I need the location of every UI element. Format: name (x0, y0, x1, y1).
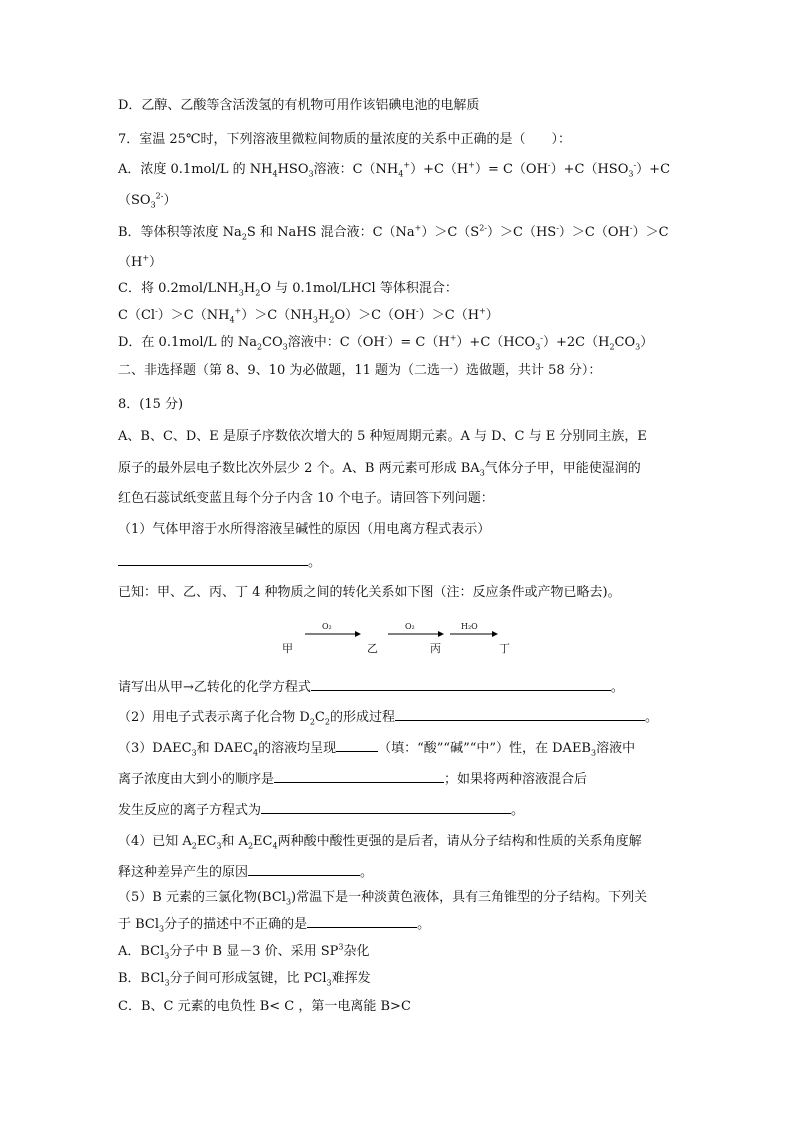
answer-blank[interactable] (274, 770, 444, 783)
q8-part-5-cont: 于 BCl$_3$分子的描述中不正确的是 。 (118, 917, 431, 934)
q8-part-5-option-c: C．B、C 元素的电负性 B< C ，第一电离能 B>C (118, 999, 411, 1014)
q8-part-3-cont-2: 发生反应的离子方程式为 。 (118, 803, 525, 818)
q8-part-2: （2）用电子式表示离子化合物 $D_2C_2$的形成过程 。 (118, 710, 658, 727)
condition-o2-2: O₂ (405, 622, 415, 631)
q8-part-1-answer: 。 (118, 553, 321, 572)
q8-text-2: 原子的最外层电子数比次外层少 2 个。A、B 两元素可形成 $BA_3$气体分子甲，甲能使湿润的 (118, 461, 641, 478)
answer-blank[interactable] (118, 553, 308, 566)
answer-blank[interactable] (311, 678, 611, 691)
option-d-line: D．乙醇、乙酸等含活泼氢的有机物可用作该铝碘电池的电解质 (118, 98, 480, 113)
species-jia: 甲 (282, 642, 293, 655)
species-yi: 乙 (367, 642, 378, 655)
q8-part-5-option-b: B．BCl$_3$分子间可形成氢键，比 PCl$_3$难挥发 (118, 971, 371, 988)
arrow-1-head (355, 631, 361, 637)
arrow-3-head (492, 631, 498, 637)
q8-known-text: 已知：甲、乙、丙、丁 4 种物质之间的转化关系如下图（注：反应条件或产物已略去)。 (118, 585, 621, 600)
q8-part-3-cont: 离子浓度由大到小的顺序是 ；如果将两种溶液混合后 (118, 772, 588, 787)
q8-part-5-option-a: A．BCl$_3$分子中 B 显－3 价、采用 $SP^3$杂化 (118, 942, 370, 961)
q8-part-4-cont: 释这种差异产生的原因 。 (118, 865, 374, 880)
q7-option-b-cont: （H+） (118, 253, 163, 270)
q8-equation-prompt: 请写出从甲→乙转化的化学方程式 。 (118, 680, 624, 695)
answer-blank[interactable] (261, 801, 511, 814)
q7-option-a-cont: $(SO_3^{2-})$ (118, 191, 177, 210)
q8-part-3: $(3)DAEC_3$和 $DAEC_4$的溶液均呈现 （填：“酸”“碱”“中”）性，在 $DAEB_3$溶液中 (118, 741, 636, 758)
q7-option-c-cont: $C(Cl^-)>C(NH_4^+)>C(NH_3H_2O)>C(OH^-)>C(H^+)$ (118, 306, 499, 325)
question-7: 7．室温 25℃时，下列溶液里微粒间物质的量浓度的关系中正确的是（ ）： (118, 132, 571, 147)
q8-part-1: （1）气体甲溶于水所得溶液呈碱性的原因（用电离方程式表示） (118, 522, 491, 537)
q7-option-c: C．将 $0.2mol/LNH_3H_2O$ 与 0.1mol/LHCl 等体积混合： (118, 281, 458, 298)
q7-option-a: A．浓度 0.1mol/L 的 $NH_4HSO_3$溶液：$C(NH_4^+)+C(H^+)= C(OH^-)+C(HSO_3^-)+C$ (118, 160, 671, 179)
q8-part-5: （5）B 元素的三氯化物(BCl$_3$)常温下是一种淡黄色液体，具有三角锥型的分子结构。下列关 (118, 890, 648, 907)
q7-option-d: D．在 0.1mol/L 的 $Na_2CO_3$溶液中：$C(OH^-)= C(H^+)+C(HCO_3^-)+2C(H_2CO_3)$ (118, 333, 654, 352)
condition-o2-1: O₂ (322, 622, 332, 631)
question-8-heading: 8．(15 分) (118, 397, 184, 412)
answer-blank[interactable] (307, 915, 417, 928)
q8-text-3: 红色石蕊试纸变蓝且每个分子内含 10 个电子。请回答下列问题： (118, 491, 494, 506)
answer-blank[interactable] (395, 708, 645, 721)
species-ding: 丁 (499, 642, 510, 655)
answer-blank[interactable] (248, 863, 360, 876)
species-bing: 丙 (430, 642, 441, 655)
reaction-diagram (280, 622, 520, 658)
section-2-heading: 二、非选择题（第 8、9、10 为必做题，11 题为（二选一）选做题，共计 58 分）： (118, 363, 602, 378)
condition-h2o: H₂O (461, 622, 478, 631)
q8-text-1: A、B、C、D、E 是原子序数依次增大的 5 种短周期元素。A 与 D、C 与 E 分别同主族，E (118, 429, 647, 444)
q8-part-4: （4）已知 $A_2EC_3$和 $A_2EC_4$两种酸中酸性更强的是后者，请从分子结构和性质的关系角度解 (118, 834, 642, 851)
answer-blank[interactable] (336, 739, 378, 752)
arrow-2-head (438, 631, 444, 637)
q7-option-b: B．等体积等浓度 $Na_2S$ 和 NaHS 混合液：$C(Na^+)>C(S^{2-})>C(HS^-)>C(OH^-)>C$ (118, 223, 669, 242)
reaction-arrows (280, 622, 520, 658)
